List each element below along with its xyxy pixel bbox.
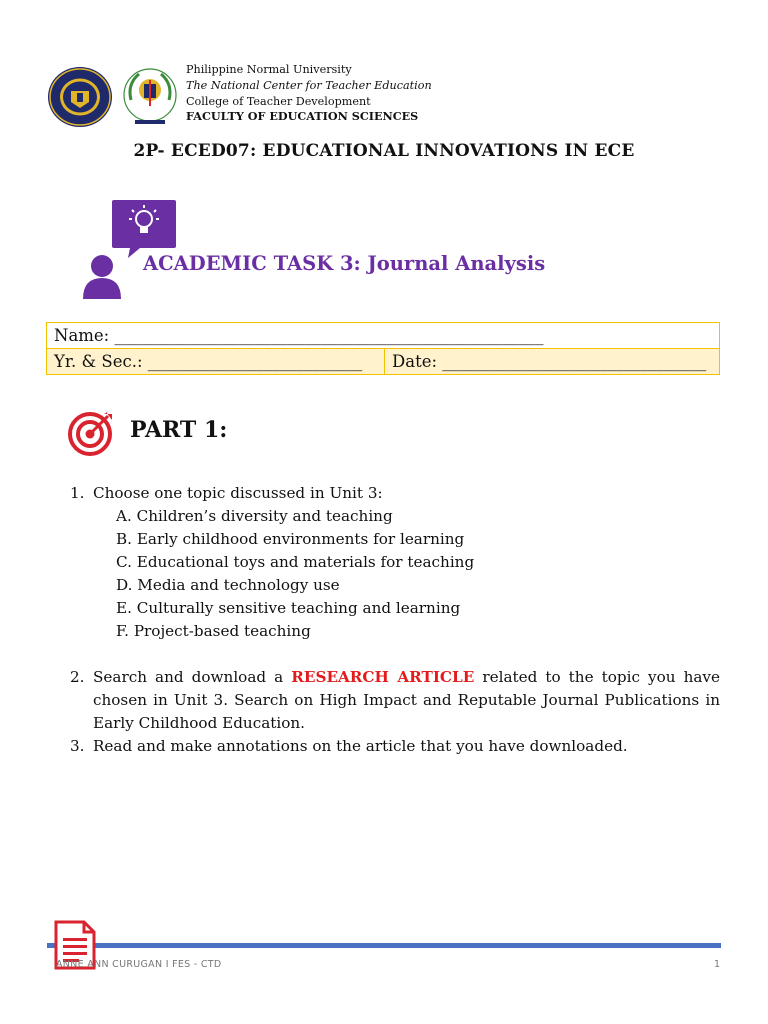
instruction-item-3 — [70, 735, 720, 758]
topic-item: B. Early childhood environments for learning — [116, 530, 465, 548]
item-text-after: related to the topic you have chosen in Unit 3. Search on High Impact and Reputable Journal Publications in Early Childhood Education. — [93, 668, 720, 732]
topic-item: A. Children’s diversity and teaching — [116, 507, 393, 525]
instruction-item-2 — [70, 666, 720, 735]
topic-item: E. Culturally sensitive teaching and learning — [116, 599, 461, 617]
item-number: 3. — [70, 737, 85, 755]
page-number: 1 — [713, 959, 720, 970]
item-text: Read and make annotations on the article that you have downloaded. — [93, 737, 628, 755]
ctd-seal-icon — [117, 66, 183, 128]
university-name: Philippine Normal University — [186, 63, 352, 76]
item-text — [93, 666, 720, 735]
instruction-item-1 — [70, 482, 720, 505]
footer-author: ANNE ANN CURUGAN I FES - CTD — [56, 959, 222, 970]
university-header — [186, 62, 432, 125]
university-tagline: The National Center for Teacher Education — [186, 78, 432, 92]
student-info-table — [46, 322, 720, 375]
item-number: 1. — [70, 484, 85, 502]
part-title: PART 1: — [130, 417, 228, 443]
item-text-before: Search and download a — [93, 668, 292, 686]
pnu-seal-icon — [47, 66, 113, 128]
name-field[interactable]: Name: ____________________________________________________ — [47, 323, 720, 349]
yr-sec-field[interactable]: Yr. & Sec.: __________________________ — [47, 349, 385, 375]
date-field[interactable]: Date: ________________________________ — [385, 349, 720, 375]
topic-item: F. Project-based teaching — [116, 622, 311, 640]
course-title: 2P- ECED07: EDUCATIONAL INNOVATIONS IN ECE — [133, 141, 635, 161]
item-number: 2. — [70, 668, 85, 686]
research-article-highlight: RESEARCH ARTICLE — [291, 668, 475, 686]
topic-item: C. Educational toys and materials for teaching — [116, 553, 475, 571]
topic-item: D. Media and technology use — [116, 576, 340, 594]
footer-bar — [47, 943, 721, 948]
target-icon — [68, 410, 114, 456]
person-idea-icon — [80, 196, 180, 302]
item-text: Choose one topic discussed in Unit 3: — [93, 484, 383, 502]
faculty-name: FACULTY OF EDUCATION SCIENCES — [186, 109, 419, 124]
college-name: College of Teacher Development — [186, 94, 371, 108]
task-title: ACADEMIC TASK 3: Journal Analysis — [143, 252, 546, 275]
instructions — [70, 482, 720, 758]
